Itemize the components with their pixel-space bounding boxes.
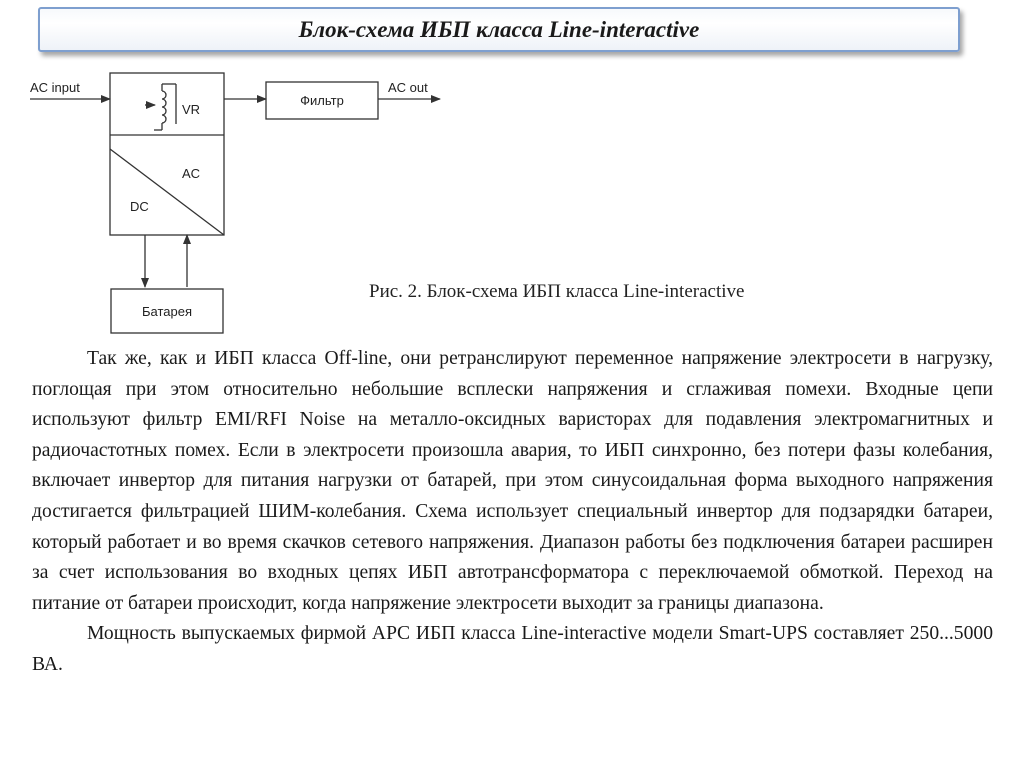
ac-label: AC — [182, 166, 201, 181]
paragraph: Так же, как и ИБП класса Off-line, они ретранслируют переменное напряжение электросети в нагрузку, поглощая при этом относительно небольшие всплески напряжения и сглаживая помехи. Входные цепи используют фильтр EMI/RFI Noise на металло-оксидных варисторах для подавления электромагнитных и радиочастотных помех. Если в электросети произошла авария, то ИБП синхронно, без потери фазы колебания, включает инвертор для питания нагрузки от батарей, при этом синусоидальная форма выходного напряжения достигается фильтрацией ШИМ-колебания. Схема использует специальный инвертор для подзарядки батареи, который работает и во время скачков сетевого напряжения. Диапазон работы без подключения батареи расширен за счет использования во входных цепях ИБП автотрансформатора с переключаемой обмоткой. Переход на питание от батареи происходит, когда напряжение электросети выходит за границы диапазона. — [32, 348, 993, 614]
paragraph: Мощность выпускаемых фирмой APC ИБП класса Line-interactive модели Smart-UPS составляет 250...5000 ВА. — [32, 623, 993, 675]
page-title: Блок-схема ИБП класса Line-interactive — [298, 16, 700, 42]
figure-caption: Рис. 2. Блок-схема ИБП класса Line-interactive — [369, 281, 745, 302]
ac-out-label: AC out — [388, 80, 428, 95]
battery-label: Батарея — [141, 304, 193, 319]
dc-label: DC — [130, 199, 149, 214]
filter-label: Фильтр — [300, 93, 344, 108]
ac-input-label: AC input — [30, 80, 80, 95]
vr-symbol — [145, 84, 176, 130]
converter-block — [110, 73, 224, 235]
title-banner — [38, 7, 960, 52]
body-text — [32, 344, 993, 681]
vr-label: VR — [182, 102, 201, 117]
ac-dc-diagonal — [110, 149, 224, 235]
